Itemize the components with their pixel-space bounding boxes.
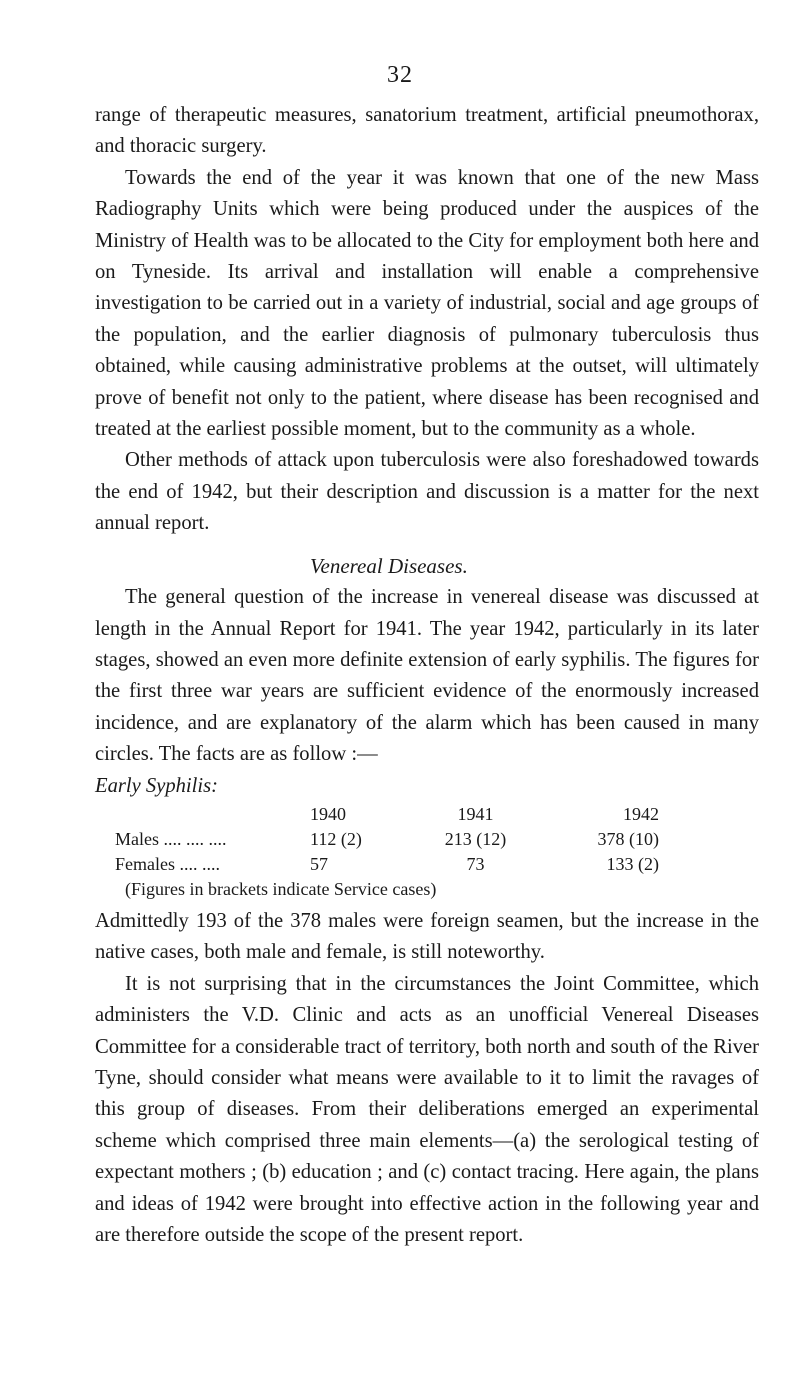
document-body (95, 100, 759, 1251)
page-number: 32 (387, 62, 413, 88)
early-syphilis-table (115, 802, 659, 877)
females-1941-value: 73 (466, 853, 485, 874)
table-header-1942: 1942 (623, 803, 659, 824)
subheading-early-syphilis: Early Syphilis: (95, 774, 218, 797)
row-label-males: Males .... .... .... (115, 828, 227, 849)
paragraph-therapeutic-measures: range of therapeutic measures, sanatorium treatment, artificial pneumothorax, and thoracic surgery. (95, 104, 759, 158)
table-header-1941: 1941 (457, 803, 494, 824)
table-header-1940: 1940 (310, 803, 346, 824)
table-row-males (115, 827, 659, 852)
table-header-row (115, 802, 659, 827)
females-1942-value: 133 (2) (606, 853, 659, 874)
paragraph-joint-committee: It is not surprising that in the circumstances the Joint Committee, which administers the V.D. Clinic and acts as an unofficial Venereal Diseases Committee for a considerable tract of territory, both north and south of the River Tyne, should consider what means were available to it to limit the ravages of this group of diseases. From their deliberations emerged an experimental scheme which comprised three main elements—(a) the serological testing of expectant mothers ; (b) education ; and (c) contact tracing. Here again, the plans and ideas of 1942 were brought into effective action in the following year and are therefore outside the scope of the present report. (95, 972, 759, 1246)
females-1940-value: 57 (310, 853, 328, 874)
males-1941-value: 213 (12) (444, 828, 507, 849)
paragraph-mass-radiography: Towards the end of the year it was known that one of the new Mass Radiography Units which were being produced under the auspices of the Ministry of Health was to be allocated to the City for employment both here and on Tyneside. Its arrival and installation will enable a comprehensive investigation to be carried out in a variety of industrial, social and age groups of the population, and the earlier diagnosis of pulmonary tuberculosis thus obtained, while causing administrative problems at the outset, will ultimately prove of benefit not only to the patient, where disease has been recognised and treated at the earliest possible moment, but to the community as a whole. (95, 166, 759, 441)
row-label-females: Females .... .... (115, 853, 220, 874)
paragraph-other-methods: Other methods of attack upon tuberculosis were also foreshadowed towards the end of 1942, but their description and discussion is a matter for the next annual report. (95, 449, 759, 535)
paragraph-foreign-seamen: Admittedly 193 of the 378 males were foreign seamen, but the increase in the native cases, both male and female, is still noteworthy. (95, 909, 759, 964)
table-note-service-cases: (Figures in brackets indicate Service cases) (125, 878, 437, 899)
table-row-females (115, 852, 659, 877)
table-header-blank (115, 802, 310, 827)
males-1940-value: 112 (2) (310, 828, 362, 849)
paragraph-venereal-increase: The general question of the increase in venereal disease was discussed at length in the Annual Report for 1941. The year 1942, particularly in its later stages, showed an even more definite extension of early syphilis. The figures for the first three war years are sufficient evidence of the enormously increased incidence, and are explanatory of the alarm which has been caused in many circles. The facts are as follow :— (95, 586, 759, 766)
section-heading-venereal-diseases: Venereal Diseases. (310, 553, 468, 578)
males-1942-value: 378 (10) (597, 828, 659, 849)
